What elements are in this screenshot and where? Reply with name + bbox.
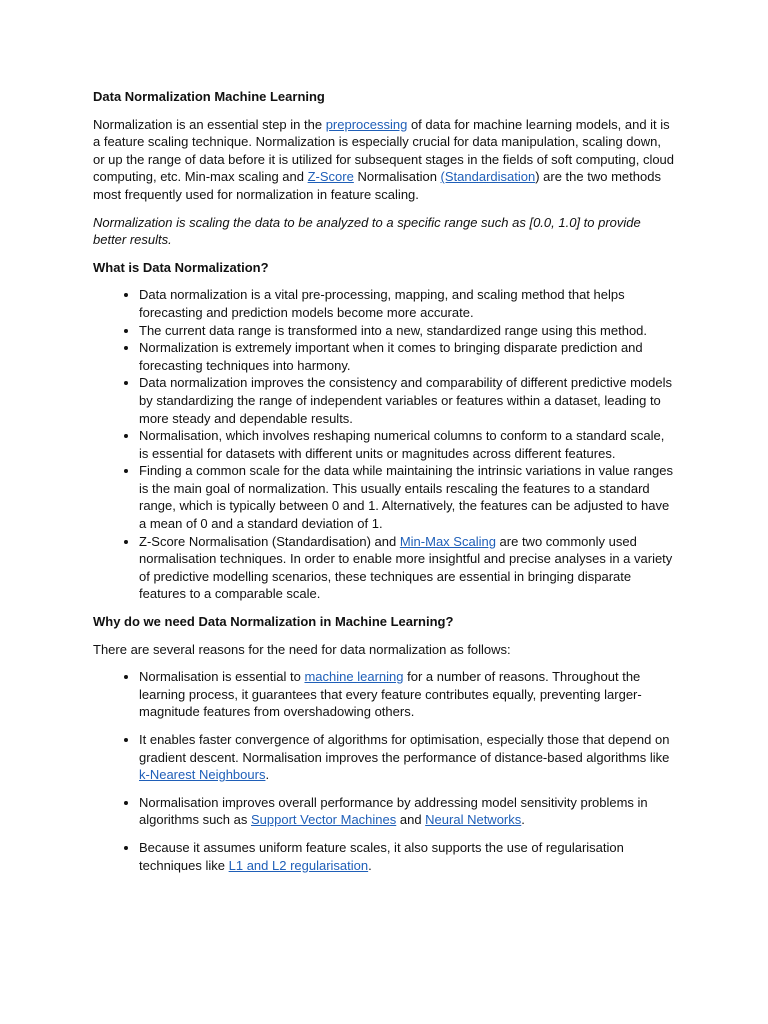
intro-paragraph: Normalization is an essential step in the preprocessing of data for machine learning models, and it is a feature scaling technique. Normalization is especially crucial for data manipulation, scaling down, or up the range of data before it is utilized for subsequent stages in the fields of soft computing, cloud computing, etc. Min-max scaling and Z-Score Normalisation (Standardisation) are the two methods most frequently used for normalization in feature scaling. (93, 116, 675, 202)
list-item: • Normalization is extremely important when it comes to bringing disparate prediction and forecasting techniques into harmony. (139, 339, 676, 374)
list-item: • Because it assumes uniform feature scales, it also supports the use of regularisation techniques like L1 and L2 regularisation. (139, 839, 676, 874)
list-item: • The current data range is transformed into a new, standardized range using this method. (139, 322, 676, 340)
list-item: • Data normalization is a vital pre-processing, mapping, and scaling method that helps forecasting and prediction models become more accurate. (139, 286, 676, 321)
list-item: • Normalisation improves overall performance by addressing model sensitivity problems in algorithms such as Support Vector Machines and Neural Networks. (139, 794, 676, 829)
why-need-heading: Why do we need Data Normalization in Machine Learning? (93, 614, 454, 630)
support-vector-machines-link[interactable]: Support Vector Machines (251, 812, 397, 828)
definition-quote: Normalization is scaling the data to be analyzed to a specific range such as [0.0, 1.0] to provide better results. (93, 214, 641, 248)
what-is-heading: What is Data Normalization? (93, 259, 269, 275)
machine-learning-link[interactable]: machine learning (304, 669, 404, 685)
z-score-link[interactable]: Z-Score (307, 169, 354, 185)
list-item: • It enables faster convergence of algorithms for optimisation, especially those that depend on gradient descent. Normalisation improves the performance of distance-based algorithms like k-Nearest Neighbours. (139, 731, 676, 784)
l1-l2-regularisation-link[interactable]: L1 and L2 regularisation (228, 857, 369, 873)
what-is-list (93, 286, 676, 603)
k-nearest-neighbours-link[interactable]: k-Nearest Neighbours (139, 767, 266, 783)
neural-networks-link[interactable]: Neural Networks (425, 812, 522, 828)
list-item: • Finding a common scale for the data while maintaining the intrinsic variations in value ranges is the main goal of normalization. This usually entails rescaling the features to a standard range, which is typically between 0 and 1. Alternatively, the features can be adjusted to have a mean of 0 and a standard deviation of 1. (139, 462, 676, 532)
why-list (93, 668, 676, 874)
list-item: • Normalisation, which involves reshaping numerical columns to conform to a standard scale, is essential for datasets with different units or magnitudes across different features. (139, 427, 676, 462)
list-item: • Z-Score Normalisation (Standardisation) and Min-Max Scaling are two commonly used normalisation techniques. In order to enable more insightful and precise analyses in a variety of predictive modelling scenarios, these techniques are essential in bringing disparate features to a comparable scale. (139, 533, 676, 603)
document-title: Data Normalization Machine Learning (93, 89, 325, 104)
why-intro-paragraph: There are several reasons for the need for data normalization as follows: (93, 641, 511, 657)
preprocessing-link[interactable]: preprocessing (325, 116, 408, 132)
list-item: • Normalisation is essential to machine learning for a number of reasons. Throughout the learning process, it guarantees that every feature contributes equally, preventing larger-magnitude features from overshadowing others. (139, 668, 676, 721)
list-item: • Data normalization improves the consistency and comparability of different predictive models by standardizing the range of independent variables or features within a dataset, leading to more steady and dependable results. (139, 374, 676, 427)
standardisation-link[interactable]: (Standardisation (440, 169, 536, 185)
min-max-scaling-link[interactable]: Min-Max Scaling (399, 533, 496, 549)
